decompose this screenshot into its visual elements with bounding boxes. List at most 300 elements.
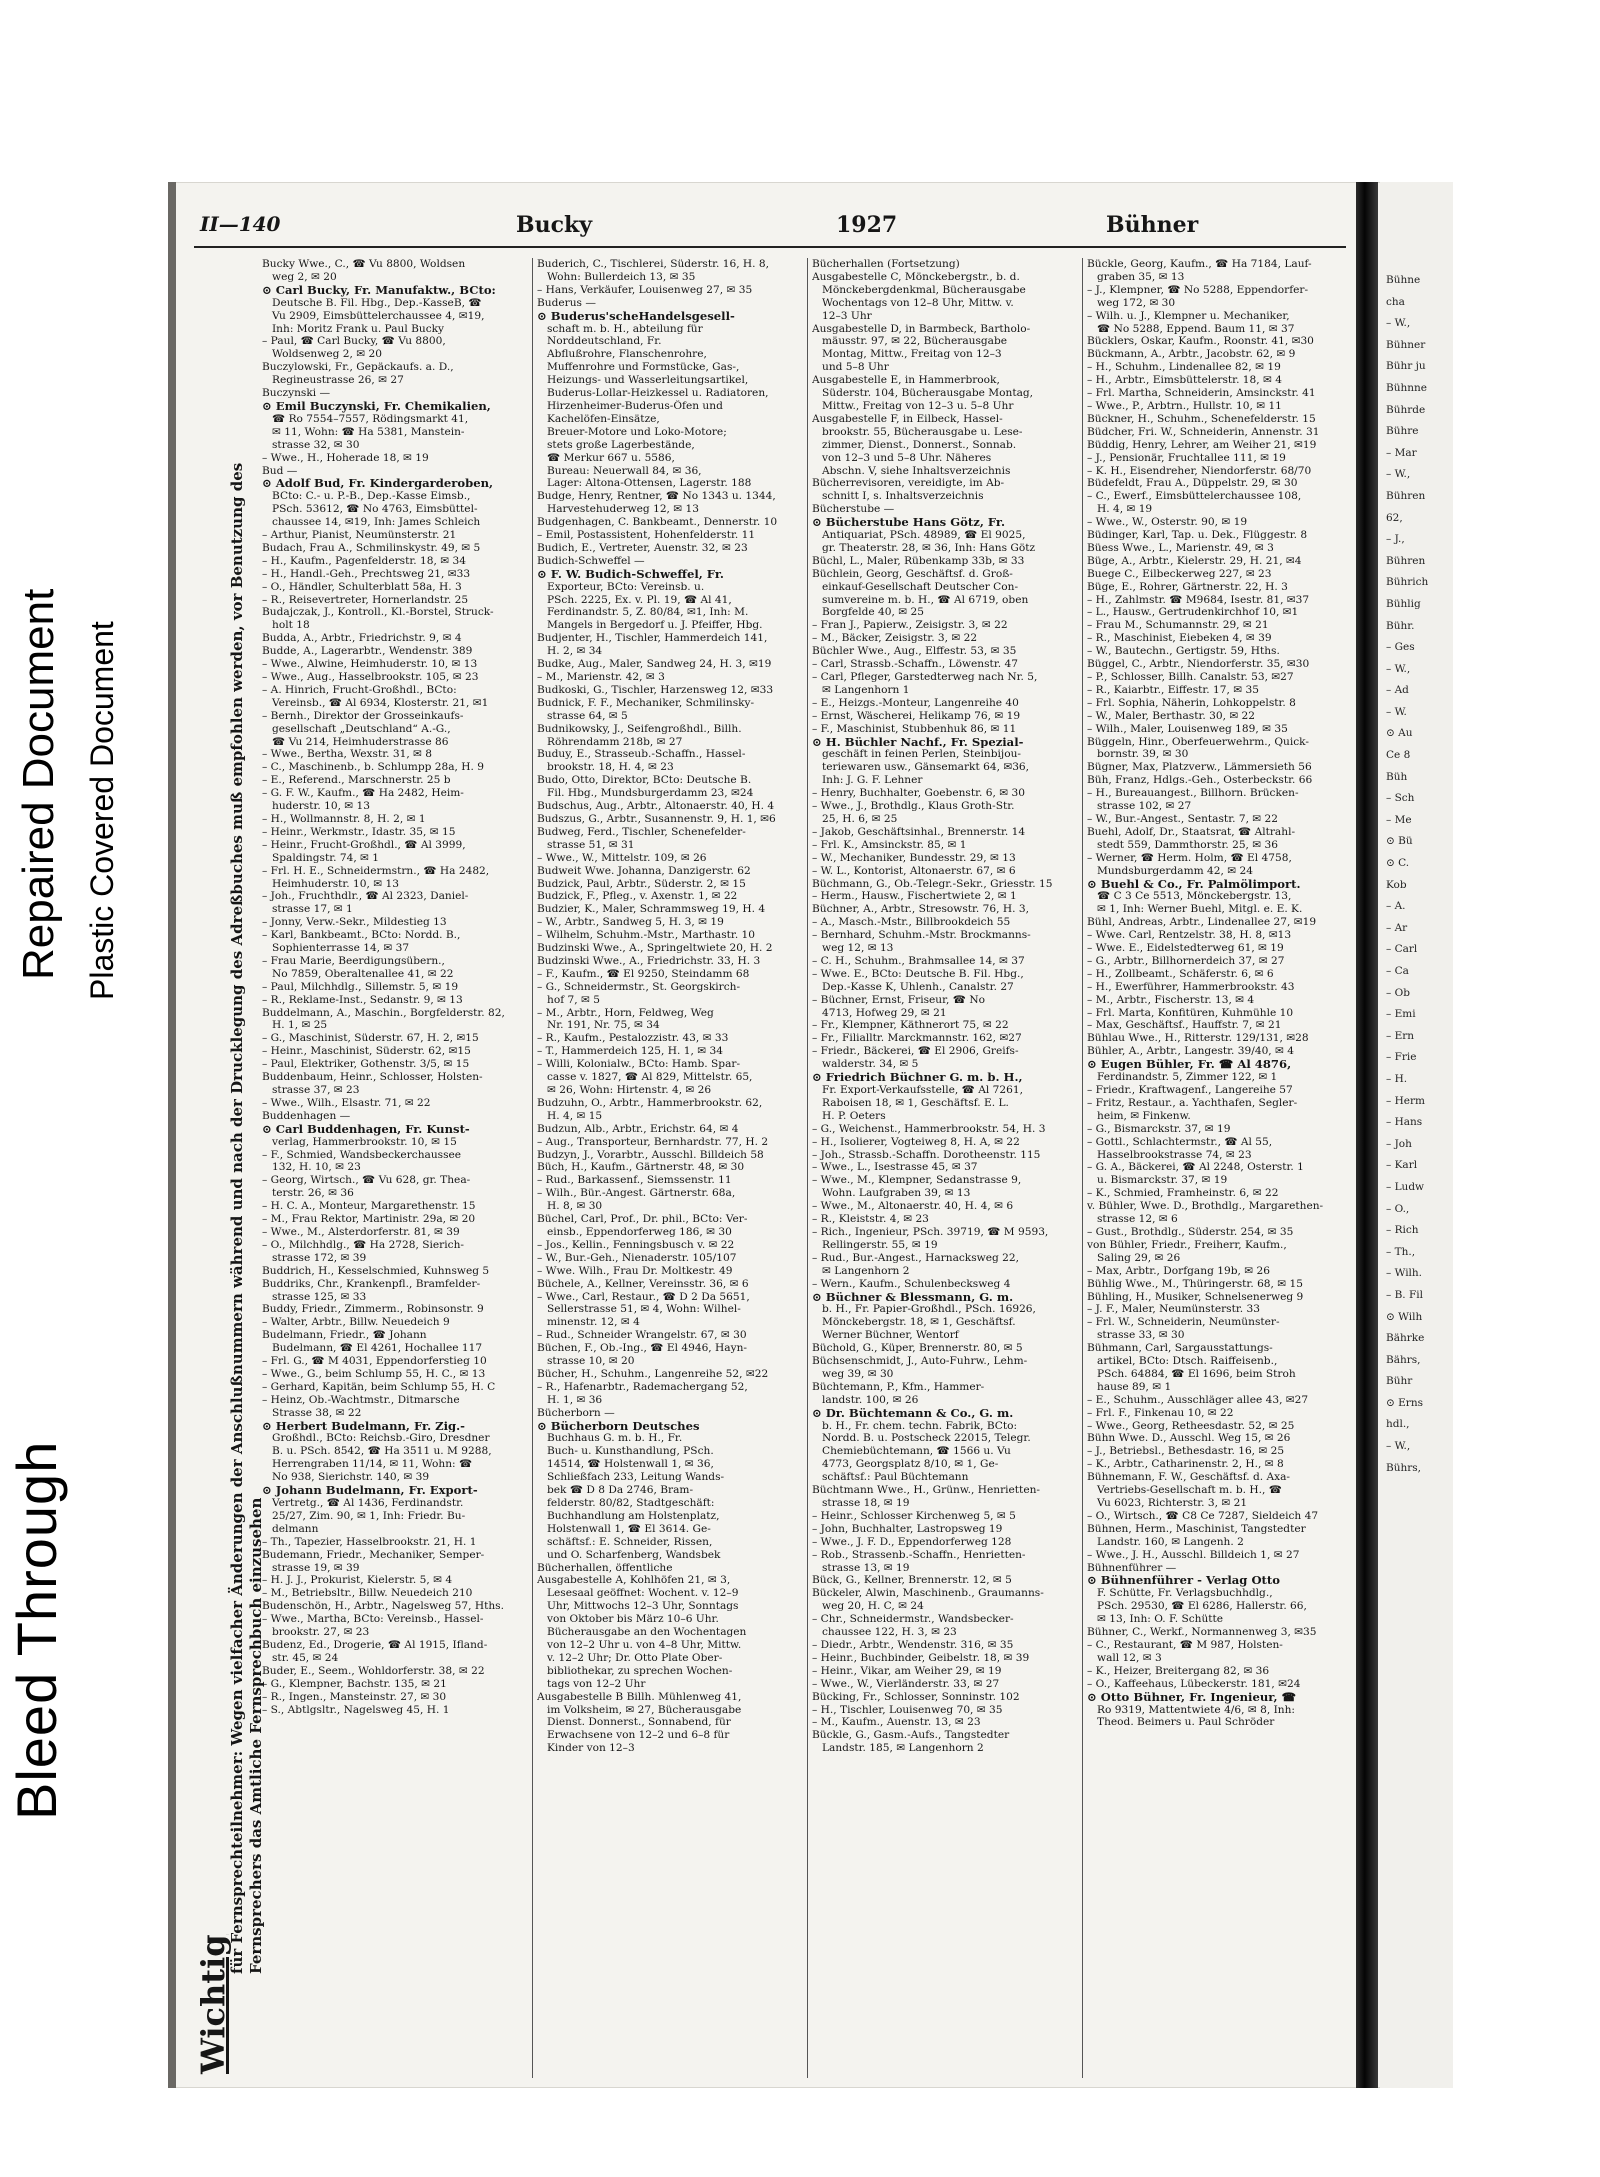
directory-entry: Büge, E., Rohrer, Gärtnerstr. 22, H. 3 [1087, 580, 1288, 593]
directory-entry: – Emil, Postassistent, Hohenfelderstr. 11 [537, 529, 756, 542]
side-labels [0, 440, 160, 1830]
directory-entry: – Bernh., Direktor der Grosseinkaufs- [262, 709, 464, 722]
directory-entry: – R., Kaiarbtr., Eiffestr. 17, ✉ 35 [1087, 683, 1259, 696]
directory-entry: Bühlig Wwe., M., Thüringerstr. 68, ✉ 15 [1087, 1277, 1304, 1290]
directory-entry: – Wwe., H., Hoherade 18, ✉ 19 [262, 451, 429, 464]
directory-entry: bek ☎ D 8 Da 2746, Bram- [547, 1484, 694, 1497]
next-page-fragment: – W. [1386, 705, 1407, 718]
directory-entry: – H., Schuhm., Lindenallee 82, ✉ 19 [1087, 361, 1281, 374]
directory-entry: Wochentags von 12–8 Uhr, Mittw. v. [822, 296, 1014, 309]
directory-entry: – Wwe., Aug., Hasselbrookstr. 105, ✉ 23 [262, 671, 479, 683]
directory-entry: Büess Wwe., L., Marienstr. 49, ✉ 3 [1087, 541, 1274, 554]
directory-entry: stedt 559, Dammthorstr. 25, ✉ 36 [1097, 838, 1279, 851]
directory-entry: Chemiebüchtemann, ☎ 1566 u. Vu [822, 1445, 1011, 1458]
directory-entry: – H., Arbtr., Eimsbüttelerstr. 18, ✉ 4 [1087, 374, 1283, 387]
directory-entry: 25, H. 6, ✉ 25 [822, 812, 898, 825]
directory-entry: ⊙ Buderus'scheHandelsgesell- [537, 309, 735, 323]
directory-entry: graben 35, ✉ 13 [1097, 270, 1185, 283]
directory-entry: Büdinger, Karl, Tap. u. Dek., Flüggestr. 8 [1087, 529, 1308, 542]
directory-entry: – G., Schneidermstr., St. Georgskirch- [537, 980, 741, 993]
directory-entry: – W., Bur.-Angest., Sentastr. 7, ✉ 22 [1087, 812, 1279, 825]
directory-entry: Bühner, C., Werkf., Normannenweg 3, ✉35 [1087, 1626, 1317, 1639]
notice-text: für Fernsprechteilnehmer: Wegen vielfacher Änderungen der Anschlußnummern während und nach der Drucklegung des Adreßbuches muß empfohlen werden, vor Benutzung des Fernsprechers das Amtliche Fernsprechbuch einzusehen [228, 462, 265, 1974]
directory-entry: Budelmann, Friedr., ☎ Johann [262, 1329, 427, 1342]
directory-entry: Abflußrohre, Flanschenrohre, [547, 348, 707, 361]
directory-entry: Buderich, C., Tischlerei, Süderstr. 16, H. 8, [537, 258, 770, 270]
next-page-fragment: – Karl [1386, 1159, 1418, 1172]
directory-entry: Theod. Beimers u. Paul Schröder [1097, 1716, 1275, 1729]
directory-entry: artikel, BCto: Dtsch. Raiffeisenb., [1097, 1355, 1278, 1368]
directory-entry: ⊙ Herbert Budelmann, Fr. Zig.- [262, 1419, 465, 1433]
directory-entry: Buddriks, Chr., Krankenpfl., Bramfelder- [262, 1277, 481, 1290]
directory-entry: Wohn: Bullerdeich 13, ✉ 35 [547, 270, 696, 283]
directory-entry: tags von 12–2 Uhr [547, 1677, 646, 1690]
next-page-fragment: – Rich [1386, 1224, 1419, 1237]
directory-entry: Raboisen 18, ✉ 1, Geschäftsf. E. L. [822, 1096, 1009, 1109]
directory-entry: – Wwe., M., Altonaerstr. 40, H. 4, ✉ 6 [812, 1200, 1014, 1213]
directory-entry: und 5–8 Uhr [822, 361, 889, 374]
directory-entry: Bühl, Andreas, Arbtr., Lindenallee 27, ✉19 [1087, 916, 1317, 929]
directory-entry: ✉ 13, Inh: O. F. Schütte [1097, 1613, 1224, 1626]
next-page-fragment: – Ern [1386, 1029, 1415, 1042]
column-divider [807, 258, 808, 2078]
directory-entry: – R., Ingen., Mansteinstr. 27, ✉ 30 [262, 1690, 447, 1703]
next-page-fragment: – Ca [1386, 965, 1409, 977]
directory-entry: – Gust., Brothdlg., Süderstr. 254, ✉ 35 [1087, 1225, 1294, 1238]
directory-entry: Breuer-Motore und Loko-Motore; [547, 425, 727, 438]
directory-entry: weg 12, ✉ 13 [822, 942, 894, 955]
directory-entry: Bücherausgabe an den Wochentagen [547, 1626, 747, 1639]
directory-entry: Bügner, Max, Platzverw., Lämmersieth 56 [1087, 761, 1312, 774]
directory-entry: weg 2, ✉ 20 [272, 270, 337, 283]
next-page-fragment: – O., [1386, 1202, 1410, 1215]
directory-entry: im Volksheim, ✉ 27, Bücherausgabe [547, 1703, 742, 1716]
directory-entry: ⊙ Bühnenführer - Verlag Otto [1087, 1574, 1280, 1588]
next-page-fragment: ⊙ C. [1386, 857, 1410, 870]
directory-entry: Büchold, G., Küper, Brennerstr. 80, ✉ 5 [812, 1342, 1023, 1355]
directory-entry: – Heinr., Schlosser Kirchenweg 5, ✉ 5 [812, 1509, 1016, 1522]
directory-entry: Vu 6023, Richterstr. 3, ✉ 21 [1097, 1497, 1248, 1509]
directory-entry: Bücherhallen (Fortsetzung) [812, 258, 960, 270]
directory-entry: Dep.-Kasse K, Uhlenh., Canalstr. 27 [822, 980, 1014, 993]
directory-entry: Buderus — [537, 296, 596, 309]
directory-entry: Bühmann, Carl, Sargausstattungs- [1087, 1342, 1273, 1355]
directory-entry: einkauf-Gesellschaft Deutscher Con- [822, 580, 1019, 593]
directory-entry: Woldsenweg 2, ✉ 20 [272, 348, 382, 361]
directory-entry: Heizungs- und Wasserleitungsartikel, [547, 374, 749, 387]
next-page-fragment: Bährke [1386, 1332, 1425, 1345]
directory-entry: Budzier, K., Maler, Schrammsweg 19, H. 4 [537, 903, 766, 916]
directory-entry: Buderus-Lollar-Heizkessel u. Radiatoren, [547, 387, 769, 400]
directory-entry: Deutsche B. Fil. Hbg., Dep.-KasseB, ☎ [272, 296, 482, 309]
directory-entry: strasse 37, ✉ 23 [272, 1084, 360, 1096]
directory-entry: Büh, Franz, Hdlgs.-Geh., Osterbeckstr. 66 [1087, 774, 1313, 787]
directory-entry: Bühler, A., Arbtr., Langestr. 39/40, ✉ 4 [1087, 1045, 1295, 1058]
directory-entry: – Wwe. Carl, Rentzelstr. 38, H. 8, ✉13 [1087, 929, 1292, 942]
directory-entry: strasse 18, ✉ 19 [822, 1497, 910, 1509]
directory-entry: Ausgabestelle A, Kohlhöfen 21, ✉ 3, [537, 1574, 731, 1587]
directory-entry: H. 4, ✉ 15 [547, 1109, 603, 1122]
directory-entry: Buduy, E., Strasseub.-Schaffn., Hassel- [537, 748, 746, 761]
directory-entry: Borgfelde 40, ✉ 25 [822, 606, 924, 619]
directory-entry: – O., Händler, Schulterblatt 58a, H. 3 [262, 580, 462, 593]
directory-entry: – Carl, Strassb.-Schaffn., Löwenstr. 47 [812, 658, 1018, 671]
next-page-fragment: – Sch [1386, 792, 1415, 805]
directory-entry: Bühling, H., Musiker, Schnelsenerweg 9 [1087, 1290, 1304, 1303]
directory-entry: Kinder von 12–3 [547, 1742, 635, 1755]
directory-entry: – Frl. W., Schneiderin, Neumünster- [1087, 1316, 1280, 1329]
directory-entry: Buch- u. Kunsthandlung, PSch. [547, 1445, 714, 1458]
next-page-fragment: Bühnne [1386, 381, 1427, 394]
directory-entry: – A. Hinrich, Frucht-Großhdl., BCto: [262, 683, 457, 696]
directory-entry: – Herm., Hausw., Fischertwiete 2, ✉ 1 [812, 890, 1017, 903]
directory-entry: ⊙ H. Büchler Nachf., Fr. Spezial- [812, 735, 1024, 749]
directory-entry: Büggeln, Hinr., Oberfeuerwehrm., Quick- [1087, 735, 1309, 748]
directory-entry: – H., Ewerführer, Hammerbrookstr. 43 [1087, 980, 1295, 993]
directory-entry: – M., Arbtr., Fischerstr. 13, ✉ 4 [1087, 993, 1255, 1006]
directory-entry: Abschn. V, siehe Inhaltsverzeichnis [822, 464, 1011, 477]
directory-entry: Budschus, Aug., Arbtr., Altonaerstr. 40, H. 4 [537, 800, 775, 813]
bleed-through-label: Bleed Through [5, 1440, 68, 1820]
directory-entry: strasse 12, ✉ 6 [1097, 1213, 1178, 1226]
directory-entry: Mönckebergdenkmal, Bücherausgabe [822, 283, 1026, 296]
directory-entry: – Fr., Klempner, Käthnerort 75, ✉ 22 [812, 1019, 1009, 1032]
directory-entry: Buddenbaum, Heinr., Schlosser, Holsten- [262, 1071, 483, 1084]
next-page-fragment: Büh [1386, 770, 1408, 783]
directory-entry: Kachelöfen-Einsätze, [547, 412, 660, 425]
next-page-fragment: Bühner [1386, 338, 1426, 351]
directory-entry: Budkoski, G., Tischler, Harzensweg 12, ✉33 [537, 683, 774, 696]
directory-entry: – J., Klempner, ☎ No 5288, Eppendorfer- [1087, 283, 1309, 296]
directory-entry: strasse 19, ✉ 39 [272, 1561, 360, 1574]
directory-entry: – Heinr., Buchbinder, Geibelstr. 18, ✉ 39 [812, 1651, 1030, 1664]
next-page-fragment: Bührich [1386, 576, 1429, 589]
next-page-fragment: – W., [1386, 1440, 1411, 1453]
page-edge [168, 182, 176, 2088]
directory-entry: – G., Arbtr., Billhornerdeich 37, ✉ 27 [1087, 954, 1285, 967]
directory-entry: chaussee 122, H. 3, ✉ 23 [822, 1626, 957, 1639]
column-divider [532, 258, 533, 2078]
directory-entry: – G. A., Bäckerei, ☎ Al 2248, Osterstr. 1 [1087, 1161, 1304, 1174]
directory-entry: schäftsf.: Paul Büchtemann [822, 1471, 969, 1484]
directory-entry: Mundsburgerdamm 42, ✉ 24 [1097, 864, 1253, 877]
directory-entry: mäusstr. 97, ✉ 22, Bücherausgabe [822, 335, 1008, 348]
next-page-fragment: – Ges [1386, 641, 1415, 654]
directory-entry: geschäft in feinen Perlen, Steinbijou- [822, 748, 1021, 761]
directory-entry: – Paul, Milchhdlg., Sillemstr. 5, ✉ 19 [262, 980, 459, 993]
directory-entry: Budke, Aug., Maler, Sandweg 24, H. 3, ✉19 [537, 658, 772, 671]
directory-entry: B. u. PSch. 8542, ☎ Ha 3511 u. M 9288, [272, 1445, 492, 1458]
directory-entry: – Büchner, Ernst, Friseur, ☎ No [812, 993, 985, 1006]
directory-entry: Büchsenschmidt, J., Auto-Fuhrw., Lehm- [812, 1355, 1028, 1368]
directory-entry: ✉ 11, Wohn: ☎ Ha 5381, Manstein- [272, 425, 465, 438]
directory-entry: – H., Isolierer, Vogteiweg 8, H. A, ✉ 22 [812, 1135, 1020, 1148]
directory-entry: v. Bühler, Wwe. D., Brothdlg., Margarethen- [1087, 1200, 1324, 1213]
directory-entry: – Georg, Wirtsch., ☎ Vu 628, gr. Thea- [262, 1174, 471, 1187]
directory-entry: ⊙ Friedrich Büchner G. m. b. H., [812, 1071, 1023, 1084]
directory-entry: ⊙ Buehl & Co., Fr. Palmölimport. [1087, 877, 1301, 891]
directory-entry: von Oktober bis März 10–6 Uhr. [547, 1613, 719, 1626]
directory-entry: und O. Scharfenberg, Wandsbek [547, 1548, 721, 1561]
directory-entry: Vertriebs-Gesellschaft m. b. H., ☎ [1097, 1484, 1282, 1497]
directory-entry: schäftsf.: E. Schneider, Rissen, [547, 1535, 713, 1548]
directory-entry: – Willi, Kolonialw., BCto: Hamb. Spar- [537, 1058, 741, 1071]
directory-entry: – Diedr., Arbtr., Wendenstr. 316, ✉ 35 [812, 1638, 1014, 1651]
directory-entry: Büchen, F., Ob.-Ing., ☎ El 4946, Hayn- [537, 1342, 747, 1355]
directory-entry: – Carl, Pfleger, Garstedterweg nach Nr. 5, [812, 671, 1038, 683]
directory-entry: Schließfach 233, Leitung Wands- [547, 1471, 725, 1484]
directory-entry: str. 45, ✉ 24 [272, 1651, 339, 1664]
directory-entry: Bühn Wwe. D., Ausschl. Weg 15, ✉ 26 [1087, 1432, 1291, 1445]
directory-entry: Budweg, Ferd., Tischler, Schenefelder- [537, 825, 746, 838]
directory-entry: strasse 172, ✉ 39 [272, 1251, 367, 1264]
next-page-fragment: Ce 8 [1386, 749, 1411, 762]
directory-entry: – J., Betriebsl., Bethesdastr. 16, ✉ 25 [1087, 1445, 1285, 1458]
directory-entry: weg 39, ✉ 30 [822, 1367, 894, 1380]
directory-entry: – K., Schmied, Framheinstr. 6, ✉ 22 [1087, 1187, 1279, 1200]
next-page-fragment: – Carl [1386, 943, 1418, 956]
directory-entry: – K., Heizer, Breitergang 82, ✉ 36 [1087, 1664, 1270, 1677]
directory-entry: Nordd. B. u. Postscheck 22015, Telegr. [822, 1432, 1031, 1445]
directory-entry: – Jos., Kellin., Fenningsbusch v. ✉ 22 [537, 1238, 735, 1251]
directory-entry: Fil. Hbg., Mundsburgerdamm 23, ✉24 [547, 787, 754, 800]
directory-entry: ⊙ F. W. Budich-Schweffel, Fr. [537, 567, 724, 581]
directory-entry: von Bühler, Friedr., Freiherr, Kaufm., [1087, 1238, 1287, 1251]
directory-entry: – Th., Tapezier, Hasselbrookstr. 21, H. 1 [262, 1535, 477, 1548]
page-number: II—140 [200, 212, 281, 236]
directory-entry: Buege C., Eilbeckerweg 227, ✉ 23 [1087, 567, 1272, 580]
next-page-fragment: – Wilh. [1386, 1267, 1423, 1280]
directory-entry: Ausgabestelle D, in Barmbeck, Bartholo- [812, 322, 1031, 335]
scan-top-margin [0, 0, 1600, 42]
directory-entry: Bücklers, Oskar, Kaufm., Roonstr. 41, ✉30 [1087, 335, 1314, 348]
directory-entry: Bud — [262, 464, 298, 477]
directory-entry: Buddelmann, A., Maschin., Borgfelderstr. 82, [262, 1006, 505, 1019]
directory-entry: – Rich., Ingenieur, PSch. 39719, ☎ M 9593, [812, 1225, 1049, 1238]
directory-entry: b. H., Fr. chem. techn. Fabrik, BCto: [822, 1419, 1018, 1432]
directory-entry: Budzuhn, O., Arbtr., Hammerbrookstr. 62, [537, 1096, 763, 1109]
directory-entry: – E., Referend., Marschnerstr. 25 b [262, 774, 451, 787]
directory-entry: Büchler Wwe., Aug., Elffestr. 53, ✉ 35 [812, 645, 1017, 658]
directory-entry: – Frau M., Schumannstr. 29, ✉ 21 [1087, 619, 1269, 632]
directory-entry: 132, H. 10, ✉ 23 [272, 1161, 361, 1174]
directory-entry: Budzinski Wwe., A., Springeltwiete 20, H. 2 [537, 942, 773, 955]
directory-entry: Büchele, A., Kellner, Vereinsstr. 36, ✉ 6 [537, 1277, 749, 1290]
directory-entry: H. 2, ✉ 34 [547, 645, 603, 658]
directory-entry: – Wwe., Martha, BCto: Vereinsb., Hassel- [262, 1613, 484, 1626]
directory-entry: Budzun, Alb., Arbtr., Erichstr. 64, ✉ 4 [537, 1122, 739, 1135]
page-header [194, 212, 1344, 244]
directory-entry: – C. H., Schuhm., Brahmsallee 14, ✉ 37 [812, 954, 1025, 967]
directory-entry: – G. F. W., Kaufm., ☎ Ha 2482, Heim- [262, 787, 464, 800]
directory-entry: Budajczak, J., Kontroll., Kl.-Borstel, Struck- [262, 606, 494, 619]
directory-entry: – Werner, ☎ Herm. Holm, ☎ El 4758, [1087, 851, 1292, 864]
directory-entry: PSch. 64884, ☎ El 1696, beim Stroh [1097, 1367, 1296, 1380]
notice-title: Wichtig [194, 1934, 232, 2074]
directory-entry: – Frl. K., Amsinckstr. 85, ✉ 1 [812, 838, 967, 851]
directory-entry: – Gerhard, Kapitän, beim Schlump 55, H. C [262, 1380, 496, 1393]
directory-entry: Budnikowsky, J., Seifengroßhdl., Billh. [537, 722, 742, 735]
directory-entry: Büchmann, G., Ob.-Telegr.-Sekr., Griesstr. 15 [812, 877, 1053, 890]
directory-entry: Bücherhallen, öffentliche [537, 1561, 673, 1574]
directory-entry: ⊙ Adolf Bud, Fr. Kindergarderoben, [262, 477, 494, 491]
next-page-fragment: Bühre [1386, 425, 1419, 438]
directory-entry: PSch. 29530, ☎ El 6286, Hallerstr. 66, [1097, 1600, 1307, 1613]
directory-entry: – F., Kaufm., ☎ El 9250, Steindamm 68 [537, 967, 750, 980]
directory-entry: ✉ Langenhorn 2 [822, 1264, 910, 1277]
directory-entry: Hirzenheimer-Buderus-Öfen und [547, 399, 723, 412]
next-page-fragment: – Th., [1386, 1245, 1416, 1258]
directory-entry: – Aug., Transporteur, Bernhardstr. 77, H. 2 [537, 1135, 769, 1148]
directory-entry: Buchhandlung am Holstenplatz, [547, 1509, 720, 1522]
directory-entry: Bücherborn — [537, 1406, 615, 1419]
next-page-fragment: Bühr [1386, 1375, 1413, 1388]
directory-entry: – W., Maler, Berthastr. 30, ✉ 22 [1087, 709, 1256, 722]
directory-entry: – Frl. Sophia, Näherin, Lohkoppelstr. 8 [1087, 696, 1296, 709]
directory-entry: Strasse 38, ✉ 22 [272, 1406, 362, 1419]
directory-entry: Saling 29, ✉ 26 [1097, 1251, 1181, 1264]
directory-entry: Budemann, Friedr., Mechaniker, Semper- [262, 1548, 485, 1561]
directory-entry: Bückner, H., Schuhm., Schenefelderstr. 15 [1087, 412, 1316, 425]
directory-entry: strasse 64, ✉ 5 [547, 709, 628, 722]
directory-entry: – G., Bismarckstr. 37, ✉ 19 [1087, 1122, 1231, 1135]
directory-entry: – R., Kleiststr. 4, ✉ 23 [812, 1213, 929, 1226]
next-page-fragment: – Hans [1386, 1116, 1423, 1129]
directory-entry: Büchel, Carl, Prof., Dr. phil., BCto: Ver- [537, 1213, 748, 1226]
directory-entry: Bühlau Wwe., H., Ritterstr. 129/131, ✉28 [1087, 1032, 1309, 1045]
directory-entry: – Rud., Schneider Wrangelstr. 67, ✉ 30 [537, 1329, 747, 1342]
directory-entry: – John, Buchhalter, Lastropsweg 19 [812, 1522, 1003, 1535]
next-page-fragment: – B. Fil [1386, 1288, 1423, 1301]
directory-entry: Montag, Mittw., Freitag von 12–3 [822, 348, 1002, 361]
directory-entry: Uhr, Mittwochs 12–3 Uhr, Sonntags [547, 1600, 739, 1613]
directory-entry: – Wwe., W., Vierländerstr. 33, ✉ 27 [812, 1677, 1000, 1690]
phone-notice [188, 264, 265, 2076]
directory-entry: – Wwe., J. F. D., Eppendorferweg 128 [812, 1535, 1012, 1548]
directory-entry: von 12–3 und 5–8 Uhr. Näheres [822, 451, 992, 464]
directory-entry: F. Schütte, Fr. Verlagsbuchhdlg., [1097, 1587, 1273, 1600]
directory-entry: Budach, Frau A., Schmilinskystr. 49, ✉ 5 [262, 541, 481, 554]
directory-entry: – R., Reisevertreter, Hornerlandstr. 25 [262, 593, 469, 606]
directory-entry: Büchlein, Georg, Geschäftsf. d. Groß- [812, 567, 1013, 580]
directory-entry: – C., Ewerf., Eimsbüttelerchaussee 108, [1087, 490, 1302, 503]
directory-entry: – L., Hausw., Gertrudenkirchhof 10, ✉1 [1087, 606, 1299, 619]
directory-entry: walderstr. 34, ✉ 5 [822, 1058, 919, 1071]
directory-entry: ☎ Vu 214, Heimhuderstrasse 86 [272, 735, 449, 748]
next-page-fragment: – Frie [1386, 1051, 1417, 1064]
directory-entry: – Henry, Buchhalter, Goebenstr. 6, ✉ 30 [812, 787, 1025, 800]
directory-entry: Buder, E., Seem., Wohldorferstr. 38, ✉ 22 [262, 1664, 485, 1677]
directory-entry: No 7859, Oberaltenallee 41, ✉ 22 [272, 967, 454, 980]
next-page-fragment: – W., [1386, 317, 1411, 330]
directory-entry: ⊙ Carl Bucky, Fr. Manufaktw., BCto: [262, 283, 496, 297]
next-page-fragment: – A. [1386, 900, 1406, 913]
directory-entry: ⊙ Otto Bühner, Fr. Ingenieur, ☎ [1087, 1690, 1297, 1704]
directory-entry: teriewaren usw., Gänsemarkt 64, ✉36, [822, 761, 1030, 774]
directory-entry: Regineustrasse 26, ✉ 27 [272, 374, 404, 387]
directory-entry: Landstr. 160, ✉ Langenh. 2 [1097, 1535, 1244, 1548]
directory-entry: Norddeutschland, Fr. [547, 335, 662, 348]
directory-entry: Büchtemann, P., Kfm., Hammer- [812, 1380, 985, 1393]
next-page-fragment: – Emi [1386, 1008, 1416, 1021]
directory-entry: – O., Milchhdlg., ☎ Ha 2728, Sierich- [262, 1238, 464, 1251]
directory-entry: Bucky Wwe., C., ☎ Vu 8800, Woldsen [262, 258, 466, 270]
directory-entry: Vereinsb., ☎ Al 6934, Klosterstr. 21, ✉1 [272, 696, 489, 709]
directory-entry: – Wwe., L., Isestrasse 45, ✉ 37 [812, 1161, 978, 1174]
directory-entry: Bureau: Neuerwall 84, ✉ 36, [547, 464, 702, 477]
directory-entry: einsb., Eppendorferweg 186, ✉ 30 [547, 1225, 732, 1238]
directory-entry: – M., Marienstr. 42, ✉ 3 [537, 671, 665, 683]
directory-entry: holt 18 [272, 619, 310, 632]
next-page-fragment: – Ludw [1386, 1180, 1425, 1193]
next-page-fragment: Bühr. [1386, 619, 1415, 632]
next-page-fragment: Bühr ju [1386, 360, 1426, 373]
directory-entry: – O., Wirtsch., ☎ C8 Ce 7287, Sieldeich 47 [1087, 1509, 1319, 1522]
directory-entry: – Hans, Verkäufer, Louisenweg 27, ✉ 35 [537, 283, 753, 296]
directory-entry: strasse 102, ✉ 27 [1097, 800, 1192, 813]
directory-entry: – Joh., Strassb.-Schaffn. Dorotheenstr. 115 [812, 1148, 1041, 1161]
directory-entry: strasse 125, ✉ 33 [272, 1290, 367, 1303]
directory-entry: H. 1, ✉ 25 [272, 1019, 328, 1032]
directory-entry: Werner Büchner, Wentorf [822, 1329, 959, 1342]
directory-entry: Landstr. 185, ✉ Langenhorn 2 [822, 1742, 984, 1755]
directory-entry: – Wwe., Alwine, Heimhuderstr. 10, ✉ 13 [262, 658, 478, 671]
directory-entry: Buddy, Friedr., Zimmerm., Robinsonstr. 9 [262, 1303, 484, 1316]
directory-entry: u. Bismarckstr. 37, ✉ 19 [1097, 1174, 1228, 1187]
directory-entry: Büdcher, Fri. W., Schneiderin, Annenstr. 31 [1087, 425, 1320, 438]
directory-entry: Ro 9319, Mattentwiete 4/6, ✉ 8, Inh: [1097, 1703, 1295, 1716]
directory-entry: – Wilh. u. J., Klempner u. Mechaniker, [1087, 309, 1290, 322]
directory-entry: – Wwe., W., Osterstr. 90, ✉ 19 [1087, 516, 1248, 529]
next-page-fragment: – Me [1386, 813, 1412, 826]
column-divider [1082, 258, 1083, 2078]
directory-entry: landstr. 100, ✉ 26 [822, 1393, 919, 1406]
directory-entry: Büggel, C., Arbtr., Niendorferstr. 35, ✉30 [1087, 658, 1310, 671]
directory-entry: – Jonny, Verw.-Sekr., Mildestieg 13 [262, 916, 447, 929]
directory-entry: – F., Maschinist, Stubbenhuk 86, ✉ 11 [812, 722, 1017, 735]
directory-entry: Budnick, F. F., Mechaniker, Schmilinsky- [537, 696, 755, 709]
book-gutter [1356, 182, 1378, 2088]
next-page-fragment: Bührde [1386, 403, 1426, 416]
scan-bottom-margin [0, 2090, 1600, 2177]
directory-entry: Bückle, G., Gasm.-Aufs., Tangstedter [812, 1729, 1010, 1742]
directory-entry: – Wwe., Bertha, Wexstr. 31, ✉ 8 [262, 748, 433, 761]
directory-entry: gr. Theaterstr. 28, ✉ 36, Inh: Hans Götz [822, 541, 1036, 554]
directory-entry: H. P. Oeters [822, 1109, 886, 1122]
directory-entry: Vu 2909, Eimsbüttelerchaussee 4, ✉19, [272, 309, 485, 322]
directory-entry: hause 89, ✉ 1 [1097, 1380, 1172, 1393]
directory-entry: – Max, Geschäftsf., Hauffstr. 7, ✉ 21 [1087, 1019, 1282, 1032]
directory-entry: chaussee 14, ✉19, Inh: James Schleich [272, 516, 481, 529]
directory-entry: – Heinz, Ob.-Wachtmstr., Ditmarsche [262, 1393, 460, 1406]
directory-entry: 4773, Georgsplatz 8/10, ✉ 1, Ge- [822, 1458, 999, 1471]
directory-entry: Budich, E., Vertreter, Auenstr. 32, ✉ 23 [537, 541, 748, 554]
directory-entry: Buddrich, H., Kesselschmied, Kuhnsweg 5 [262, 1264, 490, 1277]
directory-entry: – Wwe., M., Alsterdorferstr. 81, ✉ 39 [262, 1225, 460, 1238]
repaired-document-label: Repaired Document [14, 588, 63, 980]
directory-entry: – Wwe. E., Eidelstedterweg 61, ✉ 19 [1087, 942, 1284, 955]
directory-entry: – A., Masch.-Mstr., Billbrookdeich 55 [812, 916, 1011, 929]
directory-entry: – Wilh., Maler, Louisenweg 189, ✉ 35 [1087, 722, 1288, 735]
directory-entry: Budgenhagen, C. Bankbeamt., Dennerstr. 10 [537, 516, 778, 529]
header-year: 1927 [836, 212, 898, 238]
directory-entry: Röhrendamm 218b, ✉ 27 [547, 735, 683, 748]
directory-entry: verlag, Hammerbrookstr. 10, ✉ 15 [272, 1135, 457, 1148]
directory-entry: strasse 13, ✉ 19 [822, 1561, 910, 1574]
directory-entry: heim, ✉ Finkenw. [1097, 1109, 1191, 1122]
directory-entry: – Heinr., Maschinist, Süderstr. 62, ✉15 [262, 1045, 471, 1058]
directory-entry: – Fr., Filialltr. Marckmannstr. 162, ✉27 [812, 1032, 1022, 1045]
